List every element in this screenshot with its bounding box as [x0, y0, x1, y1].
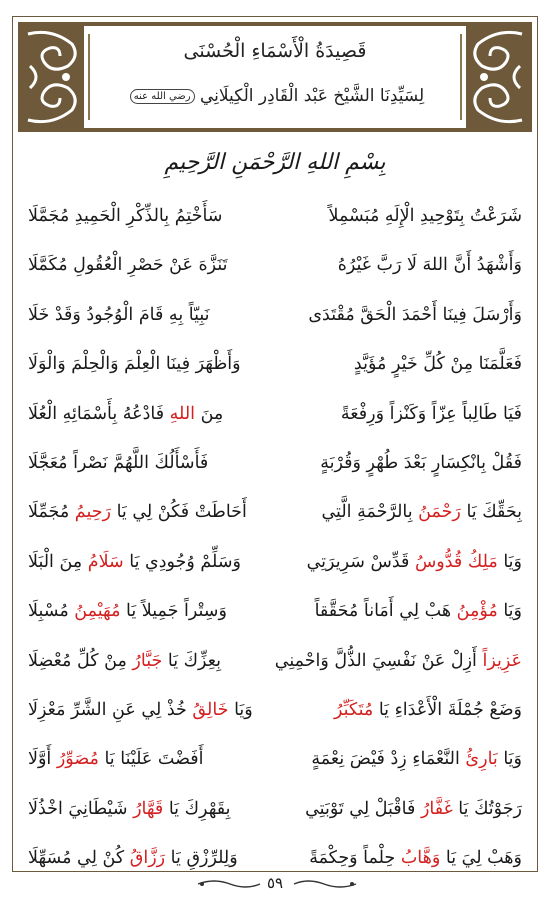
first-hemistich — [286, 206, 522, 226]
second-hemistich — [28, 848, 264, 868]
verse-line — [28, 694, 522, 743]
second-hemistich — [28, 502, 264, 522]
verse-text: وَأَشْهَدُ أَنَّ اللهَ لَا رَبَّ غَيْرُهُ — [337, 255, 522, 276]
first-hemistich — [286, 453, 522, 473]
verse-text: شَرَعْتُ بِتَوْحِيدِ الْإِلَهِ مُبَسْمِلاً — [328, 206, 522, 226]
divine-name: قَهَّارُ — [133, 798, 164, 819]
verse-text: شَيْطَانِيَ اخْذُلَا — [28, 798, 134, 819]
divine-name: خَالِقُ — [192, 699, 229, 720]
verse-line — [28, 249, 522, 298]
divine-name: مُؤْمِنُ — [456, 601, 498, 622]
second-hemistich — [28, 354, 264, 374]
first-hemistich — [286, 305, 522, 325]
first-hemistich — [286, 749, 522, 769]
verse-text: وَسَلِّمْ وُجُودِي يَا — [123, 551, 241, 572]
divine-name: رَحْمَنُ — [418, 502, 461, 523]
verse-text: وَأَرْسَلَ فِينَا أَحْمَدَ الْحَقَّ مُقْتَدَى — [308, 304, 522, 325]
verse-text: بِقَهْرِكَ يَا — [163, 798, 231, 819]
verse-line — [28, 743, 522, 792]
verse-text: وَيَا — [497, 601, 522, 622]
verse-text: مُسْبِلَا — [28, 601, 75, 622]
second-hemistich — [28, 651, 264, 671]
verse-text: رَجَوْتُكَ يَا — [452, 798, 522, 819]
divine-name: مُهَيْمِنُ — [74, 601, 121, 622]
divine-name: عَزِيزاً — [482, 650, 522, 671]
divine-name: جَبَّارُ — [132, 650, 163, 671]
verse-text: خُذْ لِي عَنِ الشَّرِّ مَعْزِلَا — [28, 699, 193, 720]
first-hemistich — [286, 404, 522, 424]
verse-text: مُجَمِّلَا — [28, 502, 75, 523]
divine-name: رَزَّاقُ — [129, 848, 166, 869]
verse-text: بِعِزِّكَ يَا — [162, 650, 222, 671]
verse-text: وَيَا — [497, 551, 522, 572]
second-hemistich — [28, 255, 264, 275]
arabesque-ornament-right-icon — [466, 26, 528, 128]
verse-text: أَوَّلَا — [28, 749, 57, 770]
author-name: لِسَيِّدِنَا الشَّيْخ عَبْد الْقَادِر الْكِيلَانِي — [200, 86, 425, 106]
second-hemistich — [28, 404, 264, 424]
verse-line — [28, 546, 522, 595]
second-hemistich — [28, 749, 264, 769]
verse-line — [28, 645, 522, 694]
verse-text: تَنَزَّهَ عَنْ حَصْرِ الْعُقُولِ مُكَمَّلَا — [28, 255, 228, 276]
verse-text: سَأَخْتِمُ بِالذِّكْرِ الْحَمِيدِ مُجَمَّلَا — [28, 206, 223, 226]
divine-name: اللهِ — [169, 403, 196, 424]
page-number: ٥٩ — [266, 874, 284, 892]
first-hemistich — [274, 650, 522, 671]
divine-name: مَلِكُ قُدُّوسُ — [414, 551, 498, 572]
first-hemistich — [286, 799, 522, 819]
verse-text: فَأَسْأَلُكَ اللَّهُمَّ نَصْراً مُعَجَّلَا — [28, 452, 209, 473]
verse-text: وَضَعْ جُمْلَةَ الْأَعْدَاءِ يَا — [373, 699, 522, 720]
verse-text: أَفَضْتَ عَلَيْنَا يَا — [98, 749, 204, 770]
flourish-right-icon — [292, 878, 358, 890]
verse-text: فَاقْبَلْ لِي تَوْبَتِي — [305, 798, 421, 819]
verse-line — [28, 793, 522, 842]
verse-text: أَزِلْ عَنْ نَفْسِيَ الذُّلَّ وَاحْمِنِي — [274, 650, 483, 671]
basmala-calligraphy: بِسْمِ اللهِ الرَّحْمَنِ الرَّحِيمِ — [164, 150, 386, 175]
first-hemistich — [286, 354, 522, 374]
verse-text: وَهَبْ لِيَ يَا — [440, 848, 522, 869]
verse-text: فَقُلْ بِانْكِسَارٍ بَعْدَ طُهْرٍ وَقُرْبَةٍ — [320, 452, 522, 473]
poem-author — [90, 86, 460, 106]
verse-text: هَبْ لِي أَمَاناً مُحَقَّقاً — [314, 601, 457, 622]
second-hemistich — [28, 206, 264, 226]
first-hemistich — [286, 700, 522, 720]
verse-line — [28, 398, 522, 447]
first-hemistich — [286, 848, 522, 868]
title-cartouche — [18, 22, 532, 132]
divine-name: غَفَّارُ — [420, 798, 453, 819]
verse-text: النَّعْمَاءِ زِدْ فَيْضَ نِعْمَةٍ — [311, 749, 466, 770]
second-hemistich — [28, 453, 264, 473]
verse-text: وَيَا — [228, 699, 253, 720]
poem-title: قَصِيدَةُ الْأَسْمَاءِ الْحُسْنَى — [183, 40, 367, 62]
verse-text: مِنَ الْبَلَا — [28, 551, 88, 572]
verse-text: حِلْماً وَحِكْمَةً — [309, 848, 401, 869]
verse-text: قَدِّسْ سَرِيرَتِي — [306, 551, 415, 572]
verse-line — [28, 496, 522, 545]
second-hemistich — [28, 601, 264, 621]
divine-name: سَلَامُ — [87, 551, 124, 572]
verse-text: وَيَا — [497, 749, 522, 770]
verse-text: كُنْ لِي مُسَهِّلَا — [28, 848, 130, 869]
arabesque-ornament-left-icon — [22, 26, 84, 128]
verse-text: وَأَظْهَرَ فِينَا الْعِلْمَ وَالْحِلْمَ وَالْوَلَا — [28, 354, 241, 375]
verse-line — [28, 348, 522, 397]
verse-text: وَلِلرِّزْقِ يَا — [165, 848, 238, 869]
second-hemistich — [28, 552, 264, 572]
verse-text: نَبِيّاً بِهِ قَامَ الْوُجُودُ وَقَدْ خَلَا — [28, 304, 210, 325]
divine-name: وَهَّابُ — [400, 848, 441, 869]
first-hemistich — [286, 502, 522, 522]
first-hemistich — [286, 255, 522, 275]
first-hemistich — [286, 552, 522, 572]
verse-text: وَسِتْراً جَمِيلاً يَا — [120, 601, 227, 622]
second-hemistich — [28, 700, 264, 720]
verse-text: فَعَلَّمَنَا مِنْ كُلِّ خَيْرٍ مُؤَيَّدٍ — [353, 354, 522, 375]
verse-line — [28, 299, 522, 348]
title-panel — [88, 34, 462, 120]
verse-line — [28, 595, 522, 644]
verse-text: مِنَ — [195, 403, 224, 424]
verse-text: بِحَقِّكَ يَا — [460, 502, 522, 523]
honorific-seal: رضي الله عنه — [130, 89, 195, 104]
second-hemistich — [28, 799, 264, 819]
page-footer — [0, 872, 550, 896]
divine-name: مُصَوِّرُ — [56, 749, 99, 770]
verse-text: أَحَاطَتْ فَكُنْ لِي يَا — [111, 502, 247, 523]
verse-text: مِنْ كُلِّ مُعْضِلَا — [28, 650, 133, 671]
poem-verses — [28, 200, 522, 891]
first-hemistich — [286, 601, 522, 621]
divine-name: رَحِيمُ — [74, 502, 111, 523]
divine-name: مُتَكَبِّرُ — [333, 699, 374, 720]
divine-name: بَارِئُ — [465, 749, 498, 770]
verse-text: بِالرَّحْمَةِ الَّتِي — [321, 502, 419, 523]
verse-line — [28, 200, 522, 249]
second-hemistich — [28, 305, 264, 325]
verse-text: فَادْعُهُ بِأَسْمَائِهِ الْعُلَا — [28, 403, 170, 424]
verse-text: فَيَا طَالِباً عِزّاً وَكَنْزاً وَرِفْعَةً — [340, 403, 522, 424]
verse-line — [28, 447, 522, 496]
